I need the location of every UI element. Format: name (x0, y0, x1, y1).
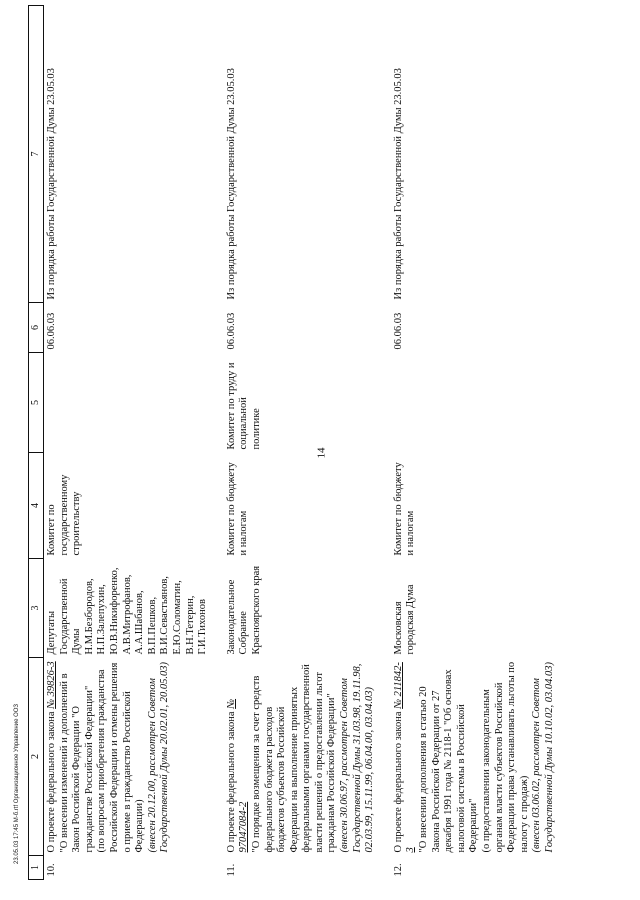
header-cell: 5 (29, 353, 44, 453)
bill-note: (внесен 20.12.00, рассмотрен Советом Государственной Думы 20.02.01, 20.05.03) (146, 662, 171, 853)
bill-number: № 39826-3 (46, 661, 57, 709)
bill-title: "О порядке возмещения за счет средств федерального бюджета расходов бюджетов субъектов Российской Федерации на выполнение принятых федеральными органами государственной власти решений о предоставлении льгот гражданам Российской Федерации" (250, 664, 338, 853)
bill-title: "О внесении дополнения в статью 20 Закона Российской Федерации от 27 декабря 1991 года № 2118-1 "Об основах налоговой системы в Российской Федерации" (418, 669, 480, 853)
row-number: 10. (46, 863, 57, 877)
table-row (44, 6, 216, 880)
header-row (29, 6, 44, 880)
bill-note: (внесен 03.06.02, рассмотрен Советом Государственной Думы 10.10.02, 03.04.03) (531, 662, 555, 853)
author: Ю.В.Никифоренко, (108, 567, 120, 655)
header-cell: 4 (29, 453, 44, 559)
author: В.И.Севастьянов, (159, 576, 171, 655)
author: В.П.Пешков, (146, 596, 158, 655)
responsible-committee: Комитет по государственному строительству (46, 474, 83, 556)
bill-description (44, 658, 216, 856)
bill-note: (внесен 30.06.97, рассмотрен Советом Государственной Думы 31.03.98, 19.11.98, 02.03.99, 15.11.99, 06.04.00, 03.04.03) (339, 663, 376, 853)
table-row (383, 6, 563, 880)
bill-number: № 211842-3 (392, 662, 417, 853)
document-footer: 23.05.03 17:45 М-б.rtf Организационное Управление ООЗ (14, 703, 20, 864)
source-note: Из порядка работы Государственной Думы 23.05.03 (225, 68, 237, 300)
co-committee: Комитет по труду и социальной политике (225, 362, 262, 450)
table-row (216, 6, 383, 880)
bill-subtitle: (по вопросам приобретения гражданства Российской Федерации и отмены решения о приеме в гражданство Российской Федерации) (96, 662, 146, 853)
bill-prefix: О проекте федерального закона (46, 708, 57, 853)
bill-description (216, 658, 383, 856)
author: Г.И.Тихонов (197, 599, 209, 655)
responsible-committee: Комитет по бюджету и налогам (392, 462, 417, 556)
author: Законодательное Собрание Красноярского края (225, 565, 262, 655)
page-number: 14 (315, 447, 328, 459)
source-note: Из порядка работы Государственной Думы 23.05.03 (46, 68, 57, 300)
row-number: 11. (225, 863, 237, 877)
bills-table (28, 5, 563, 880)
bill-description (383, 658, 563, 856)
bill-authors (44, 559, 216, 658)
header-cell: 2 (29, 658, 44, 856)
review-date: 06.06.03 (46, 312, 57, 350)
author: Московская городская Дума (392, 584, 417, 655)
bill-number: № 97047084-2 (225, 698, 250, 853)
review-date: 06.06.03 (225, 312, 237, 350)
author: В.Н.Тетерин, (184, 595, 196, 655)
header-cell: 1 (29, 856, 44, 880)
bill-authors (216, 559, 383, 658)
source-note: Из порядка работы Государственной Думы 23.05.03 (392, 68, 404, 300)
author: А.А.Шабанов, (134, 590, 146, 655)
author: Е.Ю.Соломатин, (171, 580, 183, 655)
review-date: 06.06.03 (392, 312, 404, 350)
row-number: 12. (392, 863, 404, 877)
co-committee (383, 353, 563, 453)
author: А.В.Митрофанов, (121, 574, 133, 655)
bill-prefix: О проекте федерального закона (392, 708, 404, 853)
author: Депутаты Государственной Думы (46, 578, 83, 655)
responsible-committee: Комитет по бюджету и налогам (225, 462, 250, 556)
bill-title: "О внесении изменений и дополнений в Закон Российской Федерации "О гражданстве Российской Федерации" (58, 673, 95, 853)
header-cell: 3 (29, 559, 44, 658)
author: Н.П.Залепухин, (96, 584, 108, 655)
bill-prefix: О проекте федерального закона (225, 708, 237, 853)
header-cell: 7 (29, 6, 44, 303)
header-cell: 6 (29, 303, 44, 353)
bill-subtitle: (о предоставлении законодательным органам власти субъектов Российской Федерации права устанавливать льготы по налогу с продаж) (481, 661, 530, 853)
bill-authors (383, 559, 563, 658)
author: Н.М.Безбородов, (83, 578, 95, 655)
co-committee (44, 353, 216, 453)
bills-table-container (28, 6, 610, 880)
